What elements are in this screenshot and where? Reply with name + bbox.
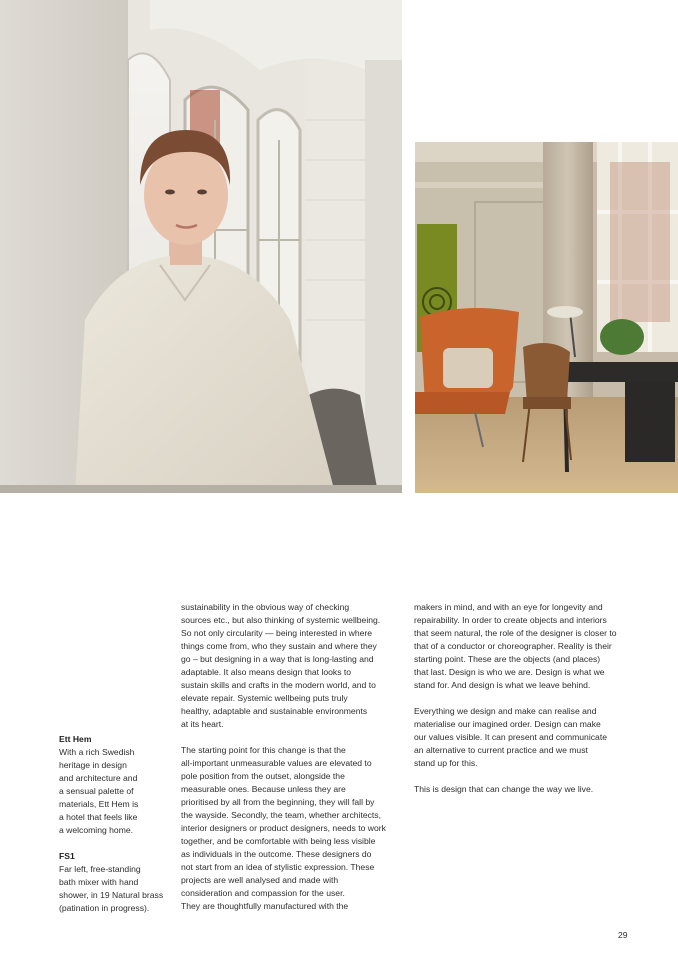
portrait-photo [0,0,402,493]
captions-column [59,733,171,915]
body-paragraph: makers in mind, and with an eye for longevity and repairability. In order to create objects and interiors that seem natural, the role of the designer is closer to that of a conductor or choreographer. Reality is their starting point. These are the objects (and places) that last. Design is who we are. Design is what we stand for. And design is what we leave behind. [414,602,617,690]
caption-heading: Ett Hem [59,734,92,744]
caption-ett-hem [59,733,171,837]
body-paragraph: This is design that can change the way we live. [414,784,594,794]
body-paragraph: The starting point for this change is that the all-important unmeasurable values are elevated to pole position from the outset, alongside the measurable ones. Because unless they are prioritised by all from the beginning, they will fall by the wayside. Secondly, the team, whether architects, interior designers or product designers, needs to work together, and be comfortable with being less visible as individuals in the outcome. These designers do not start from an idea of stylistic expression. These projects are well analysed and made with consideration and compassion for the user. They are thoughtfully manufactured with the [181,745,386,911]
body-column-3 [414,601,638,796]
caption-fs1 [59,850,171,915]
body-column-2 [181,601,405,913]
body-paragraph: sustainability in the obvious way of checking sources etc., but also thinking of systemic wellbeing. So not only circularity — being interested in where things come from, who they sustain and where they go – but designing in a way that is long-lasting and adaptable. It also means design that looks to sustain skills and crafts in the modern world, and to elevate repair. Systemic wellbeing puts truly healthy, adaptable and sustainable environments at its heart. [181,602,381,729]
body-paragraph: Everything we design and make can realise and materialise our imagined order. Design can make our values visible. It can present and communicate an alternative to current practice and we must stand up for this. [414,706,607,768]
caption-text: Far left, free-standing bath mixer with hand shower, in 19 Natural brass (patination in progress). [59,864,164,913]
interior-photo [415,142,678,493]
caption-text: With a rich Swedish heritage in design and architecture and a sensual palette of materials, Ett Hem is a hotel that feels like a welcoming home. [59,747,139,835]
page-number: 29 [618,930,628,940]
caption-heading: FS1 [59,851,75,861]
